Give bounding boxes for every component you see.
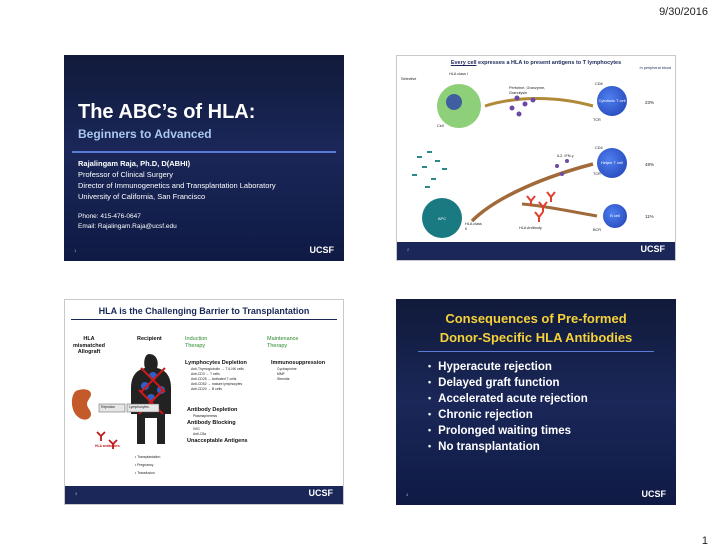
cd8-label: CD8 <box>595 82 603 86</box>
title-emphasis: Every cell <box>450 60 477 66</box>
lymphocytes-label: Lymphocytes <box>129 405 149 409</box>
percentage-helper: 48% <box>645 162 655 167</box>
slide-footer-band <box>65 486 343 504</box>
hla-class1-label: HLA class I <box>449 72 468 76</box>
title-line: Consequences of Pre-formed <box>445 311 627 326</box>
sensitization-item: • Pregnancy <box>135 463 154 467</box>
lymph-depletion-item: Anti-CD20 → B cells <box>191 387 222 391</box>
tcr-label-2: TCR <box>593 172 601 176</box>
antibody-blocking-title: Antibody Blocking <box>187 420 236 426</box>
ucsf-logo: UCSF <box>640 244 665 254</box>
slide-4-title <box>396 309 676 347</box>
slide-number: 3 <box>75 491 78 496</box>
slide-number: 2 <box>407 247 410 252</box>
ucsf-logo: UCSF <box>641 489 666 499</box>
title-rest: expresses a HLA to present antigens to T lymphocytes <box>476 60 622 66</box>
slide-number: 4 <box>406 492 409 497</box>
slide-number: 1 <box>74 248 77 253</box>
list-item: • Prolonged waiting times <box>428 423 588 439</box>
title-divider <box>418 351 654 352</box>
author-name: Rajalingam Raja, Ph.D, D(ABHI) <box>78 159 191 168</box>
list-item: • Chronic rejection <box>428 407 588 423</box>
list-item: • Accelerated acute rejection <box>428 391 588 407</box>
cytotoxic-t-cell: Cytotoxic T cell <box>597 86 627 116</box>
rejection-label: Rejection <box>101 405 116 409</box>
list-item: • No transplantation <box>428 439 588 455</box>
antibody-depletion-title: Antibody Depletion <box>187 407 238 413</box>
lymph-depletion-item: Anti-CD52 → mature lymphocytes <box>191 382 243 386</box>
list-item: • Delayed graft function <box>428 375 588 391</box>
ucsf-logo: UCSF <box>308 488 333 498</box>
recipient-header: Recipient <box>137 336 162 342</box>
list-item: • Hyperacute rejection <box>428 359 588 375</box>
perforin-label: Perforine, Granzyme, Granulysin <box>509 86 546 95</box>
target-nucleus <box>446 94 462 110</box>
percentage-bcell: 11% <box>645 214 654 219</box>
arrow-antibody <box>522 204 597 216</box>
hla-mismatched-header: HLA mismatched Allograft <box>72 336 106 355</box>
sensitization-text: Pregnancy <box>137 463 154 467</box>
apc-label: APC <box>437 215 447 221</box>
sensitization-text: Transplantation <box>137 455 161 459</box>
presentation-subtitle: Beginners to Advanced <box>78 127 212 141</box>
antigen-dots <box>510 96 570 177</box>
hla-antibodies-label: HLA antibodies <box>95 444 120 448</box>
tcr-label-1: TCR <box>593 118 601 122</box>
consequence-list <box>428 359 588 455</box>
maintenance-header: Maintenance Therapy <box>267 336 299 349</box>
page-number: 1 <box>701 535 708 547</box>
title-divider <box>71 319 337 320</box>
author-line: Professor of Clinical Surgery <box>78 170 174 179</box>
title-divider <box>72 151 336 153</box>
author-phone: Phone: 415-476-0647 <box>78 213 141 220</box>
slide-3-transplant-barrier <box>64 299 344 505</box>
immunosuppression-item: Cyclosporine <box>277 367 297 371</box>
author-line: Director of Immunogenetics and Transplantation Laboratory <box>78 181 276 190</box>
presentation-title: The ABC’s of HLA: <box>78 101 256 123</box>
helper-t-cell: Helper T cell <box>597 148 627 178</box>
cell-label: Cell <box>437 124 444 128</box>
percentage-cytotoxic: 23% <box>645 100 655 105</box>
slide-3-title: HLA is the Challenging Barrier to Transplantation <box>98 306 310 316</box>
peptide-cluster <box>412 151 447 188</box>
contact-block <box>78 212 177 232</box>
peripheral-blood-label: In peripheral blood <box>639 66 671 70</box>
title-line: Donor-Specific HLA Antibodies <box>439 330 633 345</box>
lymph-depletion-item: Anti-CD3 → T cells <box>191 372 220 376</box>
lymph-depletion-item: Anti-Thymoglobulin → T & NK cells <box>191 367 244 371</box>
author-block <box>78 158 276 202</box>
sensitization-text: Transfusion <box>137 471 155 475</box>
lymph-depletion-item: Anti-CD25 → Activated T cells <box>191 377 237 381</box>
immunosuppression-title: Immunosuppression <box>271 360 326 366</box>
slide-2-hla-diagram <box>396 55 676 261</box>
slide-footer-band <box>397 242 675 260</box>
unacceptable-antigens: Unacceptable Antigens <box>187 438 248 444</box>
sensitization-item: • Transplantation <box>135 455 161 459</box>
immunosuppression-item: Steroids <box>277 377 290 381</box>
lymph-depletion-title: Lymphocytes Depletion <box>185 360 247 366</box>
antibody-blocking-item: Anti-C5a <box>193 432 207 436</box>
hla-class2-label: HLA class II <box>465 222 482 231</box>
author-email: Email: Rajalingam.Raja@ucsf.edu <box>78 223 177 230</box>
b-cell: B cell <box>603 204 627 228</box>
hla-antibody-label: HLA Antibody <box>519 226 542 230</box>
bcr-label: BCR <box>593 228 602 232</box>
antibody-depletion-item: Plasmapheresis <box>193 414 218 418</box>
arrow-cytotoxic <box>485 99 593 107</box>
slide-4-antibody-consequences <box>396 299 676 505</box>
slide-1-title <box>64 55 344 261</box>
antibody-blocking-item: IVIG <box>193 427 200 431</box>
cd4-label: CD4 <box>595 146 603 150</box>
page-date: 9/30/2016 <box>659 6 708 18</box>
immunosuppression-item: MMF <box>277 372 285 376</box>
sensitization-item: • Transfusion <box>135 471 155 475</box>
il2-label: IL2, IFN-γ <box>557 154 574 158</box>
induction-header: Induction Therapy <box>185 336 208 349</box>
ucsf-logo: UCSF <box>309 245 334 255</box>
selective-label: Selective <box>401 77 417 81</box>
author-line: University of California, San Francisco <box>78 192 206 201</box>
